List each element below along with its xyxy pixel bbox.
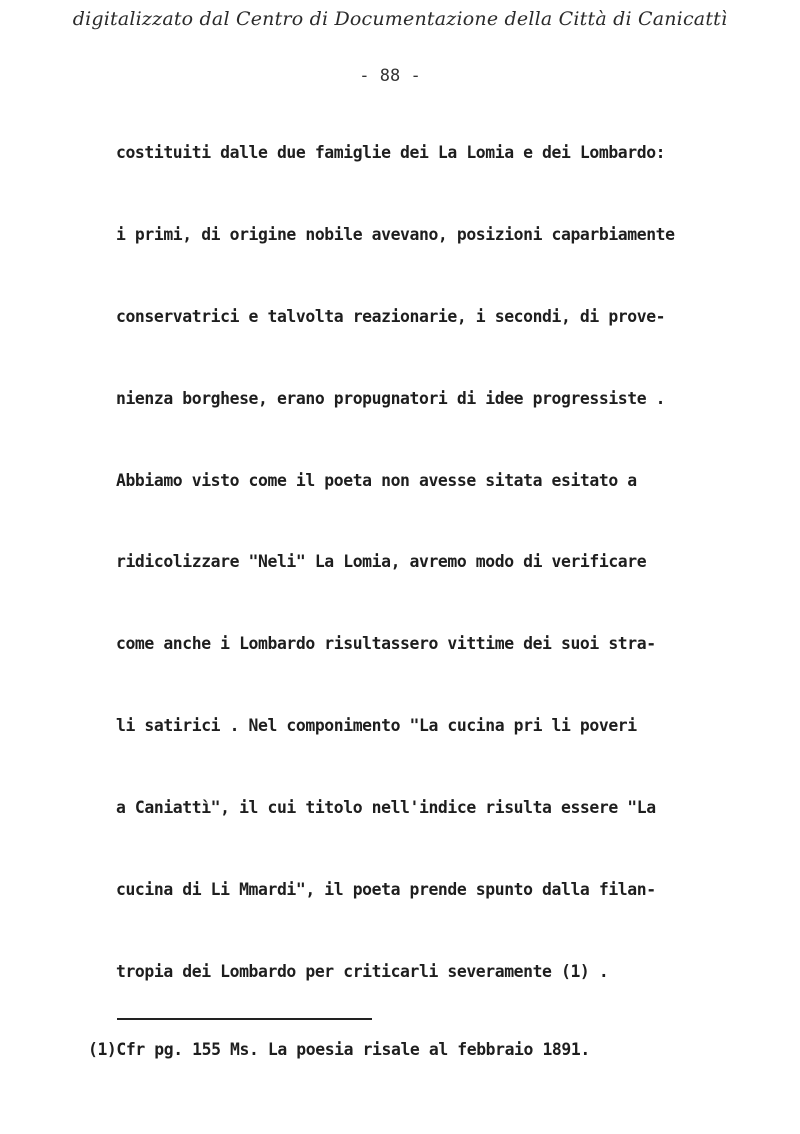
body-line: Abbiamo visto come il poeta non avesse sitata esitato a [116, 470, 637, 490]
body-line: conservatrici e talvolta reazionarie, i secondi, di prove- [116, 306, 666, 326]
body-line: a Caniattì", il cui titolo nell'indice risulta essere "La [116, 798, 656, 818]
body-line: i primi, di origine nobile avevano, posizioni caparbiamente [116, 224, 675, 244]
footnote: (1)Cfr pg. 155 Ms. La poesia risale al febbraio 1891. [88, 1040, 590, 1059]
footnote-divider [117, 1018, 372, 1020]
body-line: cucina di Li Mmardi", il poeta prende spunto dalla filan- [116, 880, 656, 900]
digitization-watermark: digitalizzato dal Centro di Documentazione della Città di Canicattì [72, 8, 728, 30]
body-text [116, 138, 766, 1039]
body-line: costituiti dalle due famiglie dei La Lomia e dei Lombardo: [116, 143, 666, 162]
body-line: come anche i Lombardo risultassero vittime dei suoi stra- [116, 634, 656, 654]
body-line: tropia dei Lombardo per criticarli severamente (1) . [116, 961, 609, 981]
body-line: li satirici . Nel componimento "La cucina pri li poveri [116, 716, 637, 736]
body-line: nienza borghese, erano propugnatori di idee progressiste . [116, 388, 666, 408]
page-number: - 88 - [359, 66, 421, 86]
body-line: ridicolizzare "Neli" La Lomia, avremo modo di verificare [116, 552, 647, 572]
